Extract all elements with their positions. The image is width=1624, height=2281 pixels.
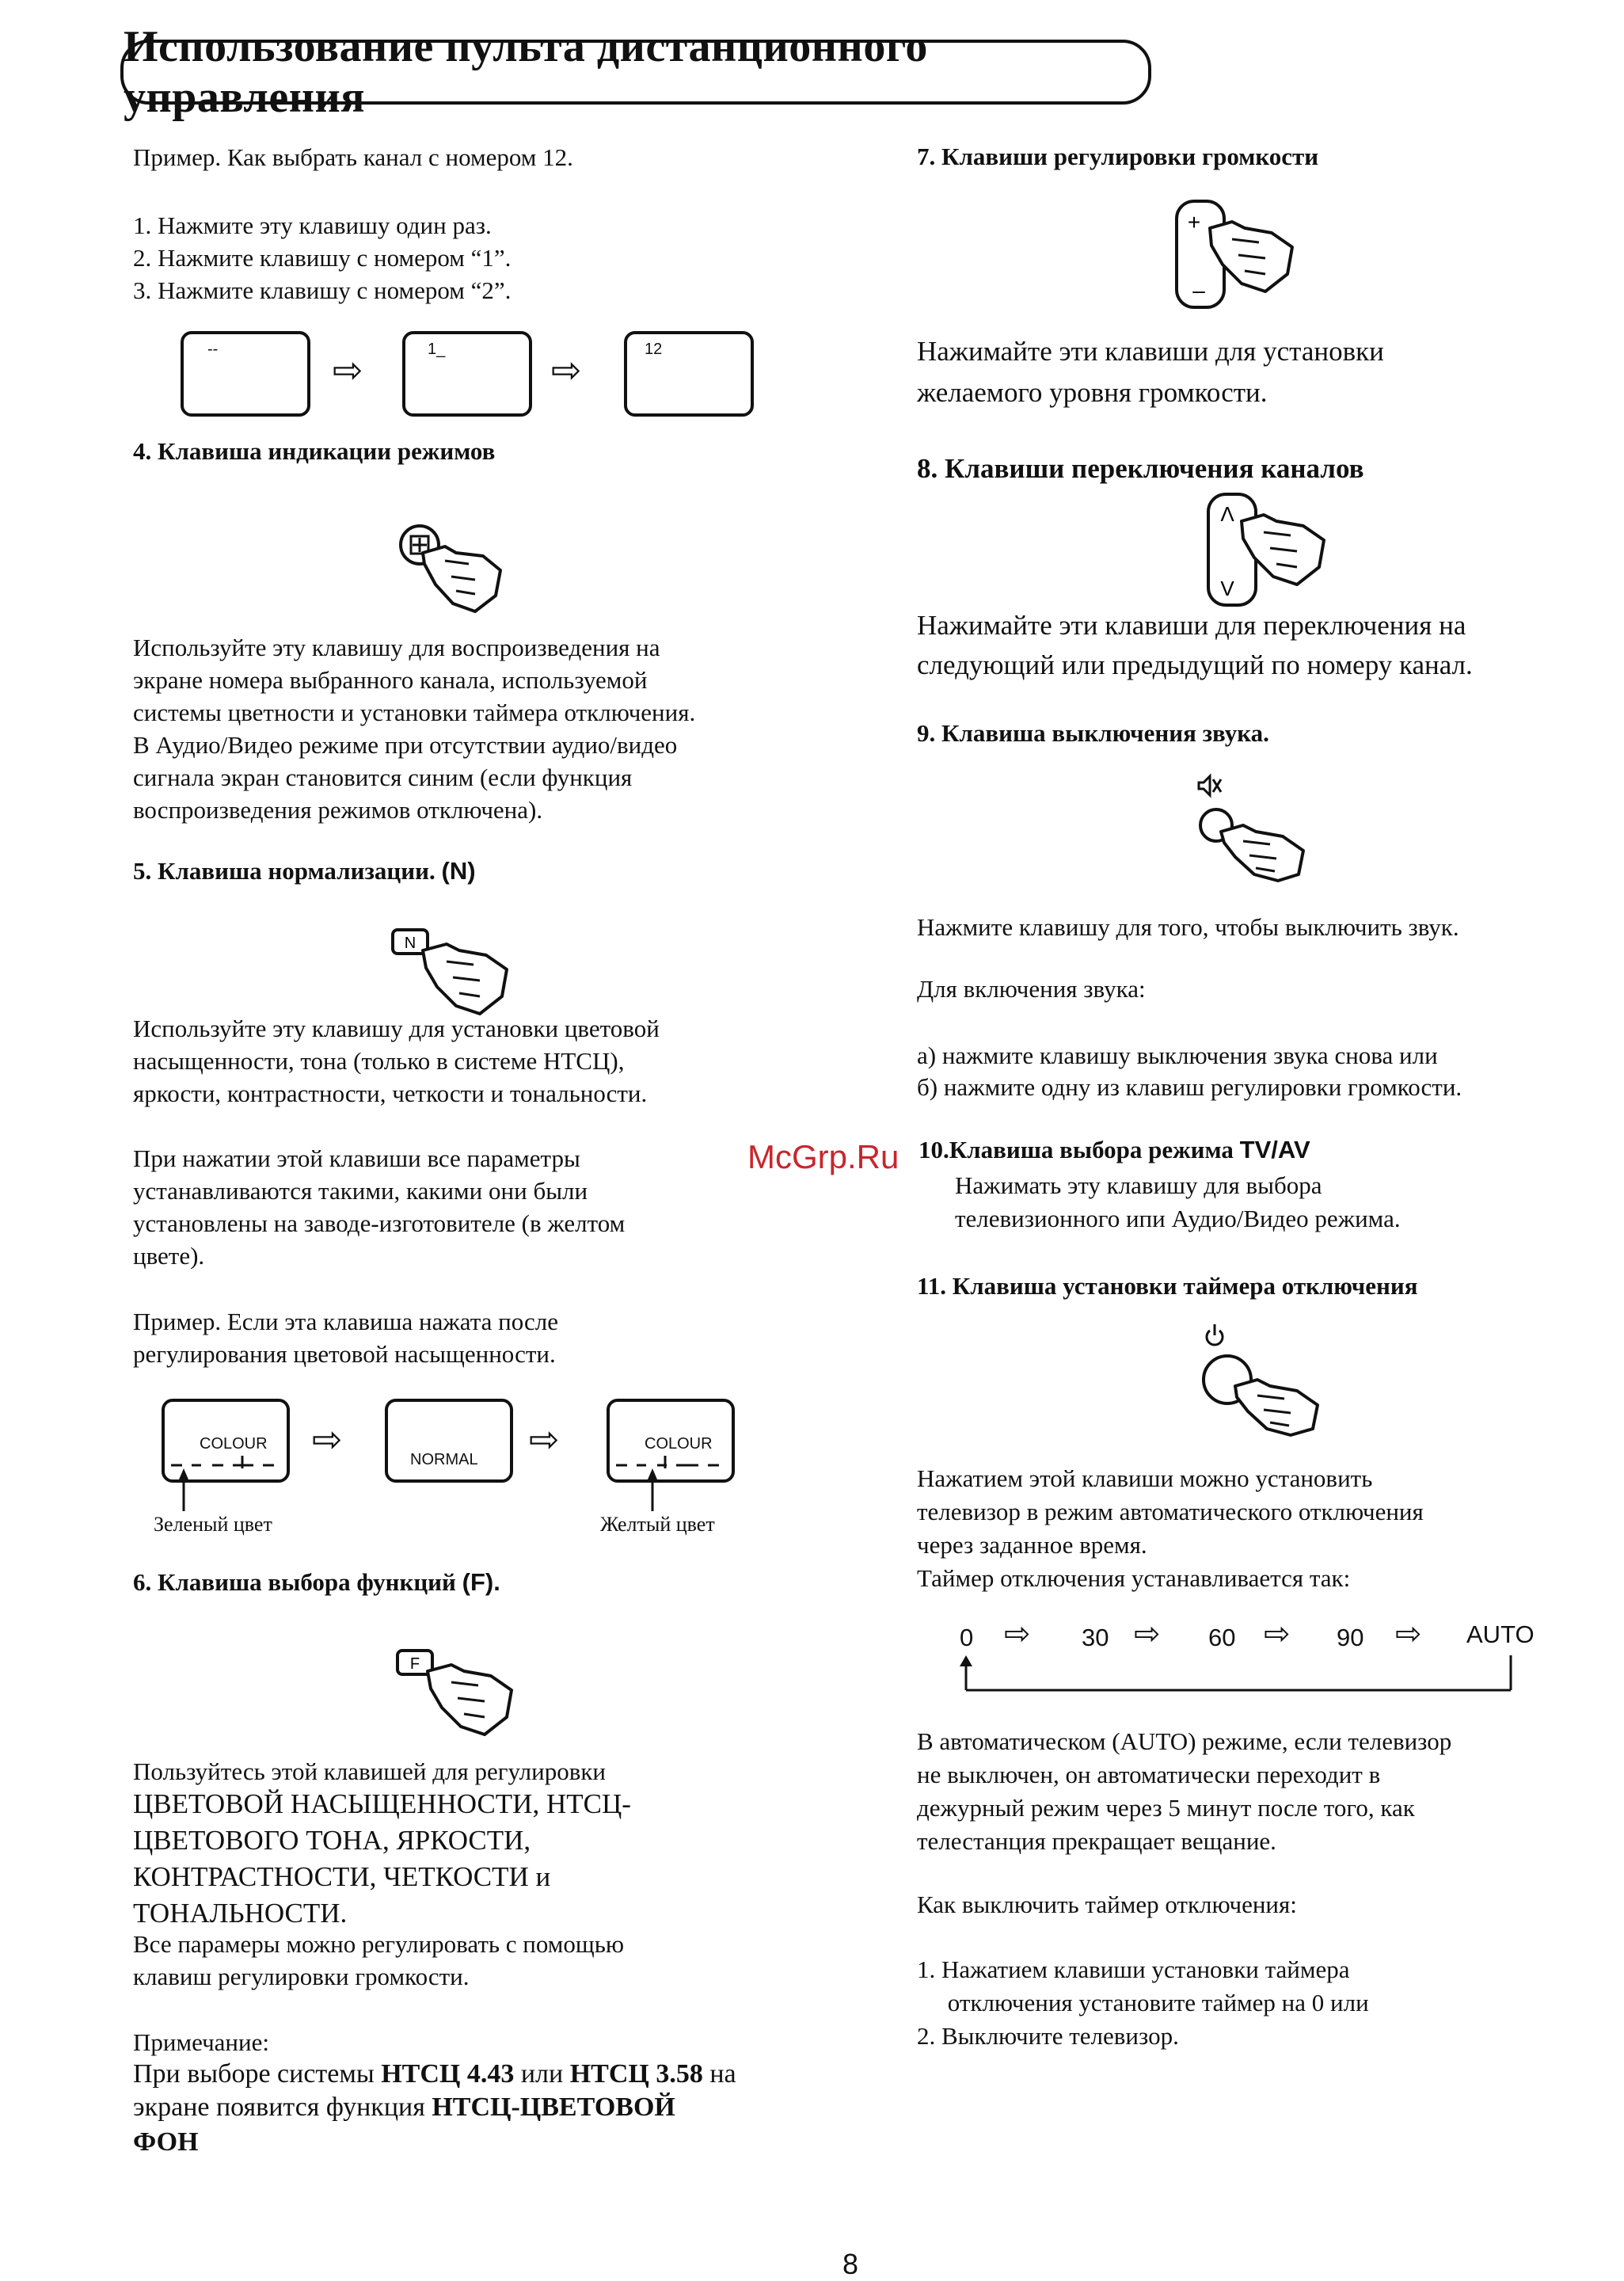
timer-value-90: 90 <box>1337 1624 1364 1651</box>
note-label: Примечание: <box>133 2028 269 2056</box>
section-9-heading: 9. Клавиша выключения звука. <box>917 719 1269 747</box>
section-6-heading <box>133 1568 500 1597</box>
section-10-heading <box>918 1136 1310 1164</box>
section-6-after-2: клавиш регулировки громкости. <box>133 1963 470 1990</box>
off-step-1: 1. Нажатием клавиши установки таймера <box>917 1955 1350 1983</box>
arrow-icon: ⇨ <box>1134 1616 1161 1652</box>
normal-screen <box>385 1399 513 1483</box>
section-5-body2-line-3: установлены на заводе-изготовителе (в желтом <box>133 1209 626 1237</box>
section-5-heading-key: (N) <box>441 857 476 885</box>
channel-up-label: Λ <box>1220 502 1234 526</box>
arrow-icon: ⇨ <box>1395 1616 1422 1652</box>
colour-screen-green-label: COLOUR <box>200 1435 268 1453</box>
channel-screen-3-text: 12 <box>645 341 663 358</box>
auto-line-3: дежурный режим через 5 минут после того, как <box>917 1794 1415 1822</box>
section-6-caps-3: КОНТРАСТНОСТИ, ЧЕТКОСТИ и <box>133 1861 551 1892</box>
section-11-line-2: телевизор в режим автоматического отключения <box>917 1498 1424 1525</box>
arrow-icon: ⇨ <box>1264 1616 1291 1652</box>
note-text: экране появится функция <box>133 2093 425 2122</box>
display-key-hand-icon <box>396 515 523 618</box>
section-4-line-5: сигнала экран становится синим (если функция <box>133 764 633 791</box>
section-4-line-1: Используйте эту клавишу для воспроизведения на <box>133 634 660 661</box>
caption-yellow: Желтый цвет <box>600 1513 715 1536</box>
off-step-1-cont: отключения установите таймер на 0 или <box>917 1989 1369 2016</box>
section-4-line-6: воспроизведения режимов отключена). <box>133 796 543 824</box>
timer-value-30: 30 <box>1082 1624 1109 1651</box>
page-number: 8 <box>842 2248 859 2280</box>
caption-green: Зеленый цвет <box>154 1513 272 1536</box>
note-line-1 <box>133 2059 736 2089</box>
section-5-body1-line-3: яркости, контрастности, четкости и тональности. <box>133 1080 648 1107</box>
note-text: на <box>709 2059 736 2089</box>
section-9-option-a: а) нажмите клавишу выключения звука снова или <box>917 1041 1438 1069</box>
section-10-heading-key: TV/AV <box>1239 1136 1310 1163</box>
volume-up-label: + <box>1187 210 1201 234</box>
section-4-heading: 4. Клавиша индикации режимов <box>133 437 496 465</box>
section-10-line-2: телевизионного ипи Аудио/Видео режима. <box>955 1205 1401 1232</box>
timer-value-0: 0 <box>960 1624 974 1651</box>
off-step-2: 2. Выключите телевизор. <box>917 2022 1179 2050</box>
channel-screen-2-text: 1_ <box>428 341 446 358</box>
section-5-body1-line-2: насыщенности, тона (только в системе НТСЦ), <box>133 1047 625 1075</box>
colour-screen-yellow <box>607 1399 735 1483</box>
section-6-heading-key: (F). <box>462 1568 500 1596</box>
yellow-pointer-arrow-icon <box>645 1465 660 1513</box>
step-3: 3. Нажмите клавишу с номером “2”. <box>133 276 512 304</box>
arrow-icon: ⇨ <box>1004 1616 1031 1652</box>
arrow-icon: ⇨ <box>333 348 363 391</box>
volume-down-label: – <box>1192 278 1205 303</box>
section-6-caps-1: ЦВЕТОВОЙ НАСЫЩЕННОСТИ, НТСЦ- <box>133 1788 631 1819</box>
section-6-intro: Пользуйтесь этой клавишей для регулировки <box>133 1757 606 1785</box>
colour-screen-yellow-label: COLOUR <box>645 1435 713 1453</box>
section-7-line-1: Нажимайте эти клавиши для установки <box>917 336 1384 367</box>
function-key-hand-icon <box>396 1647 531 1750</box>
channel-screen-1-text: -- <box>207 341 219 358</box>
step-2: 2. Нажмите клавишу с номером “1”. <box>133 244 512 272</box>
section-8-line-1: Нажимайте эти клавиши для переключения на <box>917 610 1466 641</box>
note-text: или <box>520 2059 564 2089</box>
section-5-heading-text: 5. Клавиша нормализации. <box>133 857 435 885</box>
section-6-caps-4: ТОНАЛЬНОСТИ. <box>133 1898 348 1929</box>
section-5-body2-line-1: При нажатии этой клавиши все параметры <box>133 1144 580 1172</box>
example-intro: Пример. Как выбрать канал с номером 12. <box>133 143 573 171</box>
section-5-body2-line-2: устанавливаются такими, какими они были <box>133 1177 588 1205</box>
note-system-2: НТСЦ 3.58 <box>569 2059 703 2089</box>
section-7-heading: 7. Клавиши регулировки громкости <box>917 143 1319 170</box>
section-8-heading: 8. Клавиши переключения каналов <box>917 453 1364 484</box>
timer-value-60: 60 <box>1208 1624 1236 1651</box>
arrow-icon: ⇨ <box>529 1418 560 1460</box>
volume-keys-hand-icon <box>1175 196 1325 315</box>
section-9-body: Нажмите клавишу для того, чтобы выключить звук. <box>917 913 1459 941</box>
section-4-line-4: В Аудио/Видео режиме при отсутствии аудио/видео <box>133 731 678 759</box>
section-10-line-1: Нажимать эту клавишу для выбора <box>955 1171 1322 1199</box>
section-5-body1-line-1: Используйте эту клавишу для установки цветовой <box>133 1015 660 1042</box>
channel-down-label: V <box>1220 577 1234 600</box>
auto-line-2: не выключен, он автоматически переходит в <box>917 1761 1381 1788</box>
section-11-heading: 11. Клавиша установки таймера отключения <box>917 1272 1418 1300</box>
section-5-body3-line-2: регулирования цветовой насыщенности. <box>133 1340 556 1368</box>
section-10-heading-text: 10.Клавиша выбора режима <box>918 1136 1234 1163</box>
auto-line-4: телестанция прекращает вещание. <box>917 1827 1276 1855</box>
colour-bar-scale <box>613 1454 732 1470</box>
section-5-body2-line-4: цвете). <box>133 1242 205 1270</box>
channel-screen-2 <box>402 331 532 417</box>
timer-value-auto: AUTO <box>1466 1620 1535 1648</box>
mute-key-hand-icon <box>1196 771 1330 882</box>
section-9-option-b: б) нажмите одну из клавиш регулировки громкости. <box>917 1073 1462 1101</box>
channel-screen-1 <box>181 331 310 417</box>
section-6-heading-text: 6. Клавиша выбора функций <box>133 1568 456 1596</box>
note-text: При выборе системы <box>133 2059 375 2089</box>
arrow-icon: ⇨ <box>312 1418 343 1460</box>
page-title: Использование пульта дистанционного управления <box>124 22 928 122</box>
arrow-icon: ⇨ <box>551 348 582 391</box>
section-11-line-3: через заданное время. <box>917 1531 1147 1559</box>
note-function-name: НТСЦ-ЦВЕТОВОЙ <box>432 2093 675 2122</box>
section-7-line-2: желаемого уровня громкости. <box>917 377 1268 408</box>
section-9-on-label: Для включения звука: <box>917 975 1146 1003</box>
note-line-2 <box>133 2093 675 2123</box>
section-6-caps-2: ЦВЕТОВОГО ТОНА, ЯРКОСТИ, <box>133 1825 531 1856</box>
step-1: 1. Нажмите эту клавишу один раз. <box>133 211 492 239</box>
note-line-3: ФОН <box>133 2127 199 2157</box>
channel-keys-hand-icon <box>1207 491 1357 610</box>
note-system-1: НТСЦ 4.43 <box>381 2059 515 2089</box>
auto-line-1: В автоматическом (AUTO) режиме, если телевизор <box>917 1727 1452 1755</box>
watermark: McGrp.Ru <box>747 1138 899 1175</box>
section-5-heading <box>133 857 476 885</box>
section-11-line-1: Нажатием этой клавиши можно установить <box>917 1464 1373 1492</box>
section-4-line-2: экране номера выбранного канала, используемой <box>133 666 648 694</box>
section-8-line-2: следующий или предыдущий по номеру канал. <box>917 649 1473 680</box>
page-title-frame <box>120 22 1151 122</box>
normal-key-label: N <box>404 935 416 952</box>
section-5-body3-line-1: Пример. Если эта клавиша нажата после <box>133 1308 559 1335</box>
how-off-label: Как выключить таймер отключения: <box>917 1891 1297 1918</box>
section-6-after-1: Все парамеры можно регулировать с помощью <box>133 1930 625 1958</box>
timer-cycle-return-arrow <box>953 1651 1523 1698</box>
normal-screen-label: NORMAL <box>410 1451 478 1468</box>
channel-screen-3 <box>624 331 754 417</box>
green-pointer-arrow-icon <box>176 1465 192 1513</box>
section-4-line-3: системы цветности и установки таймера отключения. <box>133 699 696 726</box>
function-key-label: F <box>409 1655 420 1673</box>
sleep-timer-key-hand-icon <box>1196 1318 1338 1437</box>
section-11-line-4: Таймер отключения устанавливается так: <box>917 1564 1351 1592</box>
